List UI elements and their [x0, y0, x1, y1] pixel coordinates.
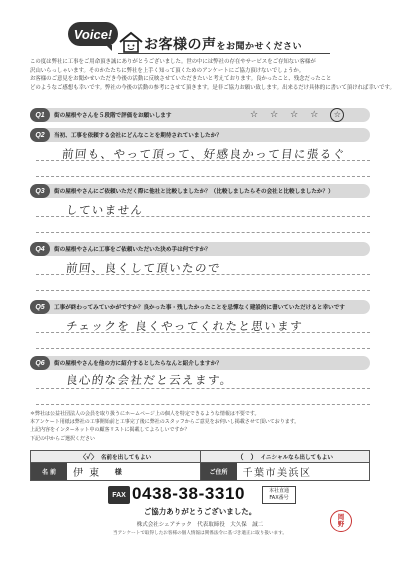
fax-note-line: FAX番号 — [269, 495, 289, 501]
rating-stars — [250, 108, 344, 122]
question-header — [30, 356, 370, 370]
voice-badge: Voice! — [68, 22, 118, 46]
star-icon[interactable]: ☆ — [290, 110, 299, 120]
question-text: 街の屋根やさんにご依頼いただく際に他社と比較しましたか？（比較しましたらその会社と比較しましたか？） — [54, 189, 334, 195]
address-value: 千葉市美浜区 — [242, 468, 312, 479]
note-line: 下記の中からご選択ください — [30, 435, 96, 442]
intro-line: この度は弊社に工事をご用命頂き誠にありがとうございました。世の中には弊社の存在やサービスをご存知ない客様が — [30, 59, 316, 65]
note-line: ＊弊社は公益社団法人の会員を取り扱うにホームページ上の個人を特定できるような情報は不要です。 — [30, 411, 260, 417]
consent-label: 名前を出してもよい — [100, 454, 152, 461]
question-text: 工事が終わってみていかがですか？良かった事・残したかったことを忌憚なく建設的に書いていただけると幸いです — [54, 305, 345, 311]
intro-line: どのようなご感想も幸いです。弊社の今後の活動の参考にさせて頂きます。是非ご協力お願い致します。出来るだけ具体的に書いて頂ければ幸いです。 — [30, 84, 395, 91]
consent-initial-ok[interactable] — [200, 451, 370, 462]
star-icon[interactable]: ☆ — [250, 110, 259, 120]
page-title — [144, 34, 302, 54]
title-main: お客様の声 — [144, 37, 217, 53]
answer-line — [36, 348, 370, 349]
name-address-row — [30, 463, 370, 481]
star-icon[interactable]: ☆ — [270, 110, 279, 120]
question-text: 当初、工事を依頼する会社にどんなことを期待されていましたか？ — [54, 133, 222, 139]
question-header — [30, 128, 370, 142]
question-header — [30, 300, 370, 314]
intro-line: お客様のご意見をお聞かせいただき今後の活動に反映させていただきたいと考えております。良かったこと、残念だったこと — [30, 76, 332, 83]
question-number: Q5 — [30, 300, 50, 314]
intro-text — [30, 58, 395, 92]
answer-line — [36, 176, 370, 177]
consent-notes — [30, 410, 370, 443]
stamp-char: 岡 — [337, 513, 345, 521]
question-text: 街の屋根やさんを他の方に紹介するとしたらなんと紹介しますか？ — [54, 361, 222, 367]
answer-line — [36, 232, 370, 233]
answer-line — [36, 290, 370, 291]
question-number: Q6 — [30, 356, 50, 370]
consent-name-ok[interactable] — [31, 451, 200, 462]
stamp-char: 野 — [337, 520, 345, 528]
house-icon — [118, 30, 144, 54]
name-value: 伊 東 — [73, 468, 101, 479]
fax-note — [262, 486, 296, 504]
answer-text: 前回、良くして頂いたので — [65, 261, 222, 275]
name-seal-stamp — [330, 510, 352, 532]
note-line: 上記内容をインターネット中の顧客リストに掲載してよろしいですか？ — [30, 427, 190, 434]
answer-text: 前回も、やって頂って、好感良かって目に張るぐ — [61, 147, 347, 161]
intro-line: 沢山いらっしゃいます。そのかたたちに弊社を上手く知って頂くためのアンケートにご協力頂けないでしょうか。 — [30, 67, 305, 74]
consent-checkbox[interactable]: （ ） — [236, 451, 258, 461]
thanks-message: ご協力ありがとうございました。 — [143, 507, 257, 516]
question-header — [30, 242, 370, 256]
question-text: 街の屋根やさんに工事をご依頼いただいた決め手は何ですか？ — [54, 247, 211, 253]
name-field[interactable] — [67, 463, 201, 480]
address-field[interactable] — [237, 463, 370, 480]
question-number: Q4 — [30, 242, 50, 256]
company-info: 株式会社シェアテック 代表取締役 大久保 誠二 — [136, 522, 264, 528]
consent-checkbox[interactable]: 〈✓〉 — [79, 451, 98, 461]
answer-text: チェックを 良くやってくれたと思います — [65, 319, 304, 333]
title-suffix: をお聞かせください — [216, 42, 303, 52]
star-icon[interactable]: ☆ — [310, 110, 319, 120]
note-line: 本アンケート用紙は弊社の工事開始前と工事完了後に弊社のスタッフからご意見をお伺いし掲載させて頂いております。 — [30, 419, 300, 426]
question-header — [30, 184, 370, 198]
fax-badge: FAX — [108, 486, 130, 504]
answer-text: していません — [65, 203, 145, 217]
answer-text: 良心的な会社だと云えます。 — [65, 373, 234, 387]
privacy-note: 当アンケートで取得したお客様の個人情報は関係法令に基づき適正に取り扱います。 — [113, 531, 287, 536]
title-underline — [118, 53, 330, 54]
answer-line — [36, 404, 370, 405]
consent-label: イニシャルなら出してもよい — [260, 454, 333, 461]
consent-options — [30, 450, 370, 463]
question-number: Q2 — [30, 128, 50, 142]
fax-note-line: 本社直通 — [268, 488, 289, 494]
honorific: 様 — [114, 467, 122, 476]
fax-number: 0438-38-3310 — [132, 484, 246, 503]
question-number: Q3 — [30, 184, 50, 198]
address-label: ご住所 — [201, 463, 237, 480]
answer-line — [36, 388, 370, 389]
name-label: 名 前 — [31, 463, 67, 480]
question-number: Q1 — [30, 108, 50, 122]
question-text: 街の屋根やさんを５段階で評価をお願いします — [54, 113, 172, 119]
star-icon-selected[interactable]: ☆ — [330, 108, 344, 122]
